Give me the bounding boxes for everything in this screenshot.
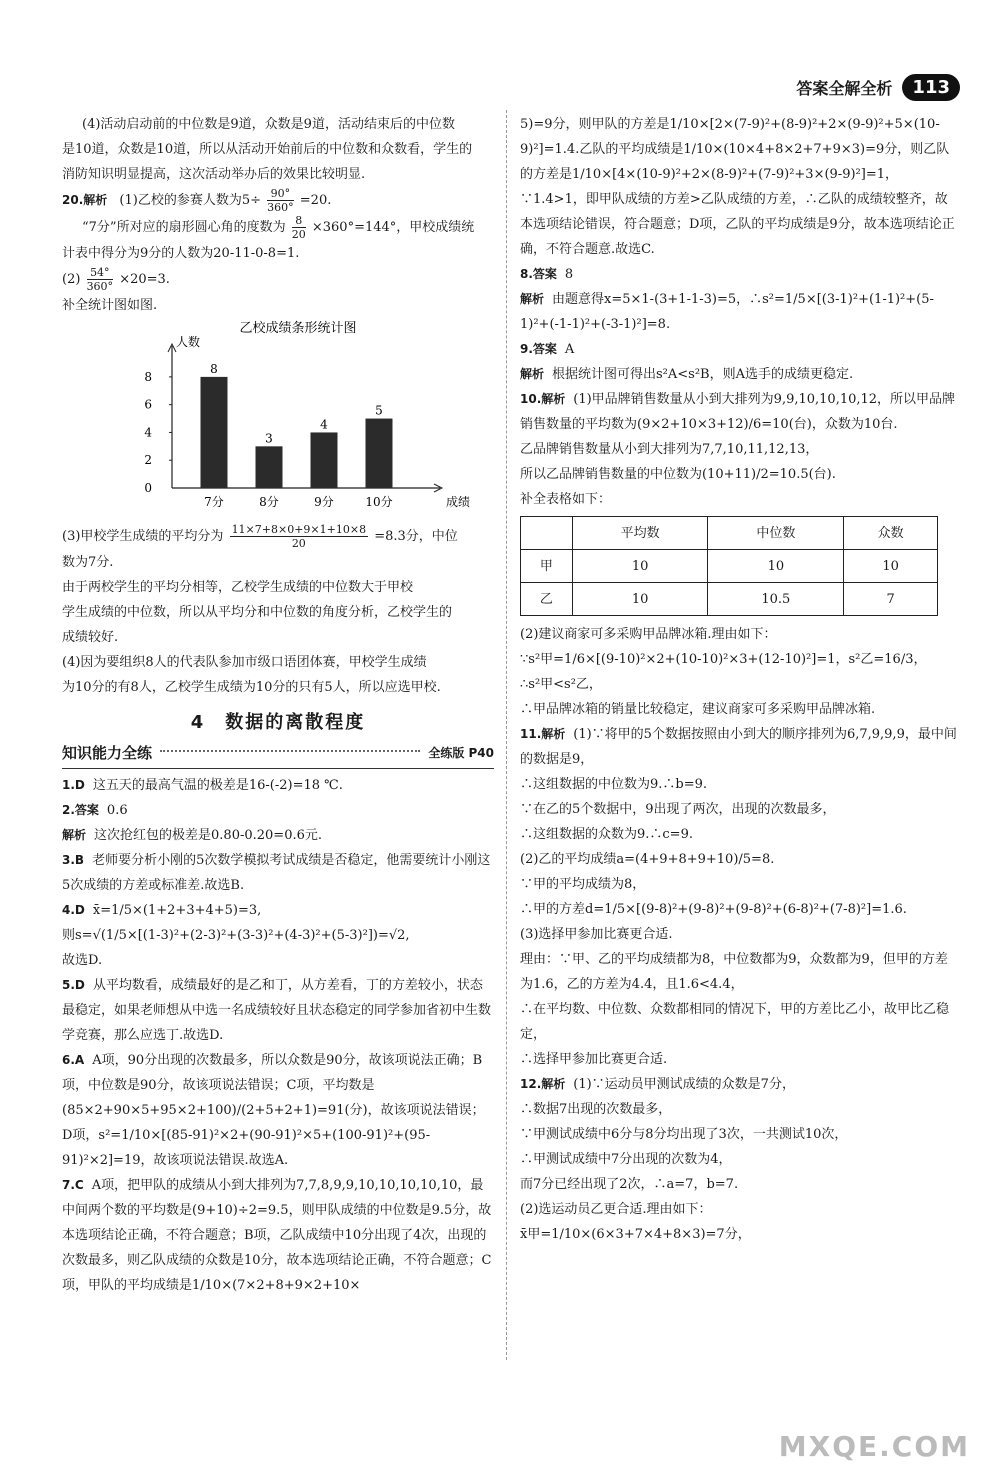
y-tick-label: 2 <box>144 453 152 468</box>
page-header <box>796 70 960 104</box>
q20-line1 <box>62 187 494 214</box>
answer-text: 8 <box>564 267 574 282</box>
bar-value-label: 3 <box>265 431 273 446</box>
bar <box>256 446 283 488</box>
answer-text: 这次抢红包的极差是0.80-0.20=0.6元. <box>94 828 322 843</box>
answer-item <box>520 1097 958 1122</box>
text-line: 成绩较好. <box>62 630 119 645</box>
answer-item <box>62 1173 494 1298</box>
answer-text: 老师要分析小刚的5次数学模拟考试成绩是否稳定，他需要统计小刚这5次成绩的方差或标准差.故选B. <box>62 853 491 893</box>
answer-item <box>62 773 494 798</box>
text-span: “7分”所对应的扇形圆心角的度数为 <box>82 220 286 235</box>
bar-chart <box>62 318 494 523</box>
answer-item <box>520 262 958 287</box>
answer-item <box>62 1048 494 1173</box>
answer-text: 从平均数看，成绩最好的是乙和丁，从方差看，丁的方差较小，状态最稳定，如果老师想从中选一名成绩较好且状态稳定的同学参加省初中生数学竞赛，那么应选丁.故选D. <box>62 978 492 1043</box>
y-tick-label: 0 <box>144 481 152 495</box>
table-cell: 甲 <box>521 550 573 583</box>
answer-item <box>520 462 958 487</box>
table-cell: 10.5 <box>708 583 844 616</box>
table-cell: 10 <box>572 550 708 583</box>
fraction: $\frac{90^\circ}{360^\circ}$ <box>267 187 294 214</box>
answer-text: (2)乙的平均成绩a=(4+9+8+9+10)/5=8. <box>520 852 775 867</box>
answer-text: ∵s²甲=1/6×[(9-10)²×2+(10-10)²×3+(12-10)²]=1，s²乙=16/3， <box>520 652 927 667</box>
header-title: 答案全解全析 <box>796 78 893 98</box>
table-header-row <box>521 517 938 550</box>
answer-item <box>520 337 958 362</box>
table-cell: 10 <box>572 583 708 616</box>
table-cell: 10 <box>844 550 938 583</box>
answer-tag: 11.解析 <box>520 727 566 741</box>
bar-chart-svg <box>62 318 494 523</box>
answer-tag: 3.B <box>62 853 85 867</box>
text-line: 学生成绩的中位数，所以从平均分和中位数的角度分析，乙校学生的 <box>62 605 453 620</box>
answer-text: x̄=1/5×(1+2+3+4+5)=3, <box>92 903 262 918</box>
answer-text: 所以乙品牌销售数量的中位数为(10+11)/2=10.5(台). <box>520 467 836 482</box>
answer-list-right <box>520 112 958 512</box>
answer-text: ∴甲测试成绩中7分出现的次数为4， <box>520 1152 732 1167</box>
answer-text: 补全表格如下： <box>520 492 612 507</box>
answer-item <box>62 848 494 898</box>
q20-line6 <box>62 523 494 550</box>
text-span: =20. <box>299 193 332 208</box>
y-tick-label: 8 <box>144 369 152 384</box>
answer-item <box>520 362 958 387</box>
answer-text: 0.6 <box>106 803 128 818</box>
fraction: $\frac{8}{20}$ <box>291 214 306 241</box>
answer-tag: 12.解析 <box>520 1077 566 1091</box>
answer-text: ∴s²甲<s²乙， <box>520 677 602 692</box>
x-tick-label: 9分 <box>314 495 334 509</box>
answer-item <box>520 1197 958 1222</box>
dotted-leader <box>160 750 420 752</box>
answer-tag: 9.答案 <box>520 342 557 356</box>
answer-tag: 1.D <box>62 778 85 792</box>
left-column <box>62 112 494 1298</box>
x-axis-label: 成绩 <box>446 495 471 509</box>
table-cell: 众数 <box>844 517 938 550</box>
answer-tag: 6.A <box>62 1053 85 1067</box>
fraction: $\frac{11\times 7+8\times 0+9\times 1+10\times 8}{20}$ <box>231 523 367 550</box>
text-span: (2) <box>62 272 81 287</box>
answer-item <box>520 112 958 262</box>
answer-item <box>62 923 494 948</box>
text-line: 计表中得分为9分的人数为20-11-0-8=1. <box>62 246 300 261</box>
answer-text: ∴这组数据的中位数为9.∴b=9. <box>520 777 708 792</box>
table-row <box>521 550 938 583</box>
answer-text: 乙品牌销售数量从小到大排列为7,7,10,11,12,13， <box>520 442 819 457</box>
answer-item <box>520 697 958 722</box>
answer-tag: 5.D <box>62 978 85 992</box>
bar-value-label: 4 <box>320 417 328 432</box>
answer-list-right-2 <box>520 622 958 1247</box>
answer-tag: 7.C <box>62 1178 84 1192</box>
text-line: 为10分的有8人，乙校学生成绩为10分的只有5人，所以应选甲校. <box>62 680 441 695</box>
answer-tag: 解析 <box>520 367 545 381</box>
subsection-header <box>62 741 494 769</box>
answer-text: 则s=√(1/5×[(1-3)²+(2-3)²+(3-3)²+(4-3)²+(5-3)²])=√2, <box>62 928 410 943</box>
table-cell: 平均数 <box>572 517 708 550</box>
answer-text: 根据统计图可得出s²A<s²B，则A选手的成绩更稳定. <box>552 367 854 382</box>
bar-value-label: 8 <box>210 361 218 376</box>
answer-text: ∴甲品牌冰箱的销量比较稳定，建议商家可多采购甲品牌冰箱. <box>520 702 876 717</box>
text-line: (4)因为要组织8人的代表队参加市级口语团体赛，甲校学生成绩 <box>62 655 427 670</box>
subsection-ref: 全练版 P40 <box>428 746 494 760</box>
watermark: MXQE.COM <box>778 1430 970 1463</box>
answer-item <box>520 387 958 437</box>
table-cell <box>521 517 573 550</box>
answer-text: 由题意得x=5×1-(3+1-1-3)=5，∴s²=1/5×[(3-1)²+(1-1)²+(5-1)²+(-1-1)²+(-3-1)²]=8. <box>520 292 934 332</box>
answer-text: 5)=9分，则甲队的方差是1/10×[2×(7-9)²+(8-9)²+2×(9-9)²+5×(10-9)²]=1.4.乙队的平均成绩是1/10×(10×4+8×2+7+9×3)=9分，则乙队的方差是1/10×[4×(10-9)²+2×(8-9)²+(7-9)²+3×(9-9)²]=1，∵1.4>1，即甲队成绩的方差>乙队成绩的方差，∴乙队的成绩较整齐，故本选项结论错误，符合题意；D项，乙队的平均成绩是9分，故本选项结论正确，不符合题意.故选C. <box>520 117 955 257</box>
answer-tag: 10.解析 <box>520 392 566 406</box>
answer-item <box>62 898 494 923</box>
answer-text: ∴选择甲参加比赛更合适. <box>520 1052 668 1067</box>
column-divider <box>506 110 507 1360</box>
answer-text: 这五天的最高气温的极差是16-(-2)=18 ℃. <box>92 778 343 793</box>
answer-item <box>520 672 958 697</box>
answer-item <box>520 847 958 872</box>
answer-item <box>520 822 958 847</box>
answer-text: ∴甲的方差d=1/5×[(9-8)²+(9-8)²+(9-8)²+(6-8)²+(7-8)²]=1.6. <box>520 902 907 917</box>
answer-text: ∵甲测试成绩中6分与8分均出现了3次，一共测试10次， <box>520 1127 848 1142</box>
answer-tag: 解析 <box>62 828 87 842</box>
answer-item <box>520 1072 958 1097</box>
text-line: (4)活动启动前的中位数是9道，众数是9道，活动结束后的中位数 <box>82 117 455 132</box>
answer-text: (1)∵将甲的5个数据按照由小到大的顺序排列为6,7,9,9,9，最中间的数据是9， <box>520 727 957 767</box>
answer-item <box>520 997 958 1047</box>
answer-text: 理由：∵甲、乙的平均成绩都为8，中位数都为9，众数都为9，但甲的方差为1.6，乙的方差为4.4，且1.6<4.4， <box>520 952 948 992</box>
answer-item <box>520 922 958 947</box>
answer-item <box>520 772 958 797</box>
answer-text: ∵甲的平均成绩为8， <box>520 877 646 892</box>
answer-text: ∴在平均数、中位数、众数都相同的情况下，甲的方差比乙小，故甲比乙稳定， <box>520 1002 950 1042</box>
answer-text: (2)选运动员乙更合适.理由如下： <box>520 1202 712 1217</box>
answer-tag: 解析 <box>520 292 545 306</box>
bar <box>366 419 393 488</box>
answer-item <box>520 1222 958 1247</box>
answer-item <box>520 947 958 997</box>
text-line: 由于两校学生的平均分相等，乙校学生成绩的中位数大于甲校 <box>62 580 414 595</box>
bar <box>311 432 338 488</box>
answer-list-left <box>62 773 494 1298</box>
q20-line2 <box>62 214 494 241</box>
answer-item <box>520 797 958 822</box>
answer-tag: 8.答案 <box>520 267 557 281</box>
answer-item <box>520 287 958 337</box>
answer-item <box>520 1047 958 1072</box>
data-table <box>520 516 938 616</box>
answer-item <box>520 872 958 897</box>
answer-item <box>62 948 494 973</box>
bar-value-label: 5 <box>375 403 383 418</box>
answer-item <box>62 823 494 848</box>
text-line: 数为7分. <box>62 555 114 570</box>
answer-text: (1)甲品牌销售数量从小到大排列为9,9,10,10,10,12，所以甲品牌销售数量的平均数为(9×2+10×3+12)/6=10(台)，众数为10台. <box>520 392 956 432</box>
y-tick-label: 6 <box>144 397 152 412</box>
text-span: (1)乙校的参赛人数为5÷ <box>119 193 261 208</box>
y-tick-label: 4 <box>144 425 152 440</box>
answer-item <box>520 1122 958 1147</box>
answer-item <box>520 647 958 672</box>
table-cell: 10 <box>708 550 844 583</box>
section-title: 4 数据的离散程度 <box>190 712 366 733</box>
bar <box>201 377 228 488</box>
answer-tag: 4.D <box>62 903 85 917</box>
answer-item <box>520 1172 958 1197</box>
text-line: 补全统计图如图. <box>62 298 158 313</box>
answer-text: ∵在乙的5个数据中，9出现了两次，出现的次数最多， <box>520 802 836 817</box>
answer-tag: 2.答案 <box>62 803 99 817</box>
answer-item <box>62 973 494 1048</box>
answer-text: ∴这组数据的众数为9.∴c=9. <box>520 827 693 842</box>
q20-line4 <box>62 266 494 293</box>
table-cell: 7 <box>844 583 938 616</box>
x-tick-label: 8分 <box>259 495 279 509</box>
x-tick-label: 7分 <box>204 495 224 509</box>
answer-text: (1)∵运动员甲测试成绩的众数是7分， <box>573 1077 795 1092</box>
answer-text: 而7分已经出现了2次，∴a=7，b=7. <box>520 1177 739 1192</box>
table-row <box>521 583 938 616</box>
answer-text: 故选D. <box>62 953 103 968</box>
answer-text: A项，把甲队的成绩从小到大排列为7,7,8,9,9,10,10,10,10,10，最中间两个数的平均数是(9+10)÷2=9.5，则甲队成绩的中位数是9.5分，故本选项结论正确，不符合题意；B项，乙队成绩中10分出现了4次，出现的次数最多，则乙队成绩的众数是10分，故本选项结论正确，不符合题意；C项，甲队的平均成绩是1/10×(7×2+8+9×2+10× <box>62 1178 492 1293</box>
y-axis-label: 人数 <box>176 335 201 349</box>
text-line: 消防知识明显提高，这次活动举办后的效果比较明显. <box>62 167 366 182</box>
answer-item <box>520 437 958 462</box>
answer-item <box>520 1147 958 1172</box>
table-cell: 乙 <box>521 583 573 616</box>
text-span: ×20=3. <box>119 272 170 287</box>
page-number: 113 <box>902 74 960 101</box>
fraction: $\frac{54^\circ}{360^\circ}$ <box>86 266 114 293</box>
answer-item <box>520 897 958 922</box>
answer-text: A项，90分出现的次数最多，所以众数是90分，故该项说法正确；B项，中位数是90分，故该项说法错误；C项，平均数是(85×2+90×5+95×2+100)/(2+5+2+1)=91(分)，故该项说法错误；D项，s²=1/10×[(85-91)²×2+(90-91)²×5+(100-91)²+(95-91)²×2]=19，故该项说法错误.故选A. <box>62 1053 485 1168</box>
chart-title: 乙校成绩条形统计图 <box>239 321 357 336</box>
right-column <box>520 112 958 1247</box>
answer-text: x̄甲=1/10×(6×3+7×4+8×3)=7分， <box>520 1227 751 1242</box>
answer-item <box>520 622 958 647</box>
table-cell: 中位数 <box>708 517 844 550</box>
text-span: ×360°=144°，甲校成绩统 <box>311 220 475 235</box>
answer-item <box>520 722 958 772</box>
answer-text: A <box>564 342 575 357</box>
q20-tag: 20.解析 <box>62 193 108 207</box>
answer-text: ∴数据7出现的次数最多， <box>520 1102 672 1117</box>
answer-item <box>62 798 494 823</box>
answer-text: (3)选择甲参加比赛更合适. <box>520 927 673 942</box>
subsection-title: 知识能力全练 <box>62 744 153 762</box>
answer-text: (2)建议商家可多采购甲品牌冰箱.理由如下： <box>520 627 777 642</box>
x-tick-label: 10分 <box>365 495 393 509</box>
answer-item <box>520 487 958 512</box>
text-span: (3)甲校学生成绩的平均分为 <box>62 529 224 544</box>
text-span: =8.3分，中位 <box>374 529 458 544</box>
text-line: 是10道，众数是10道，所以从活动开始前后的中位数和众数看，学生的 <box>62 142 473 157</box>
